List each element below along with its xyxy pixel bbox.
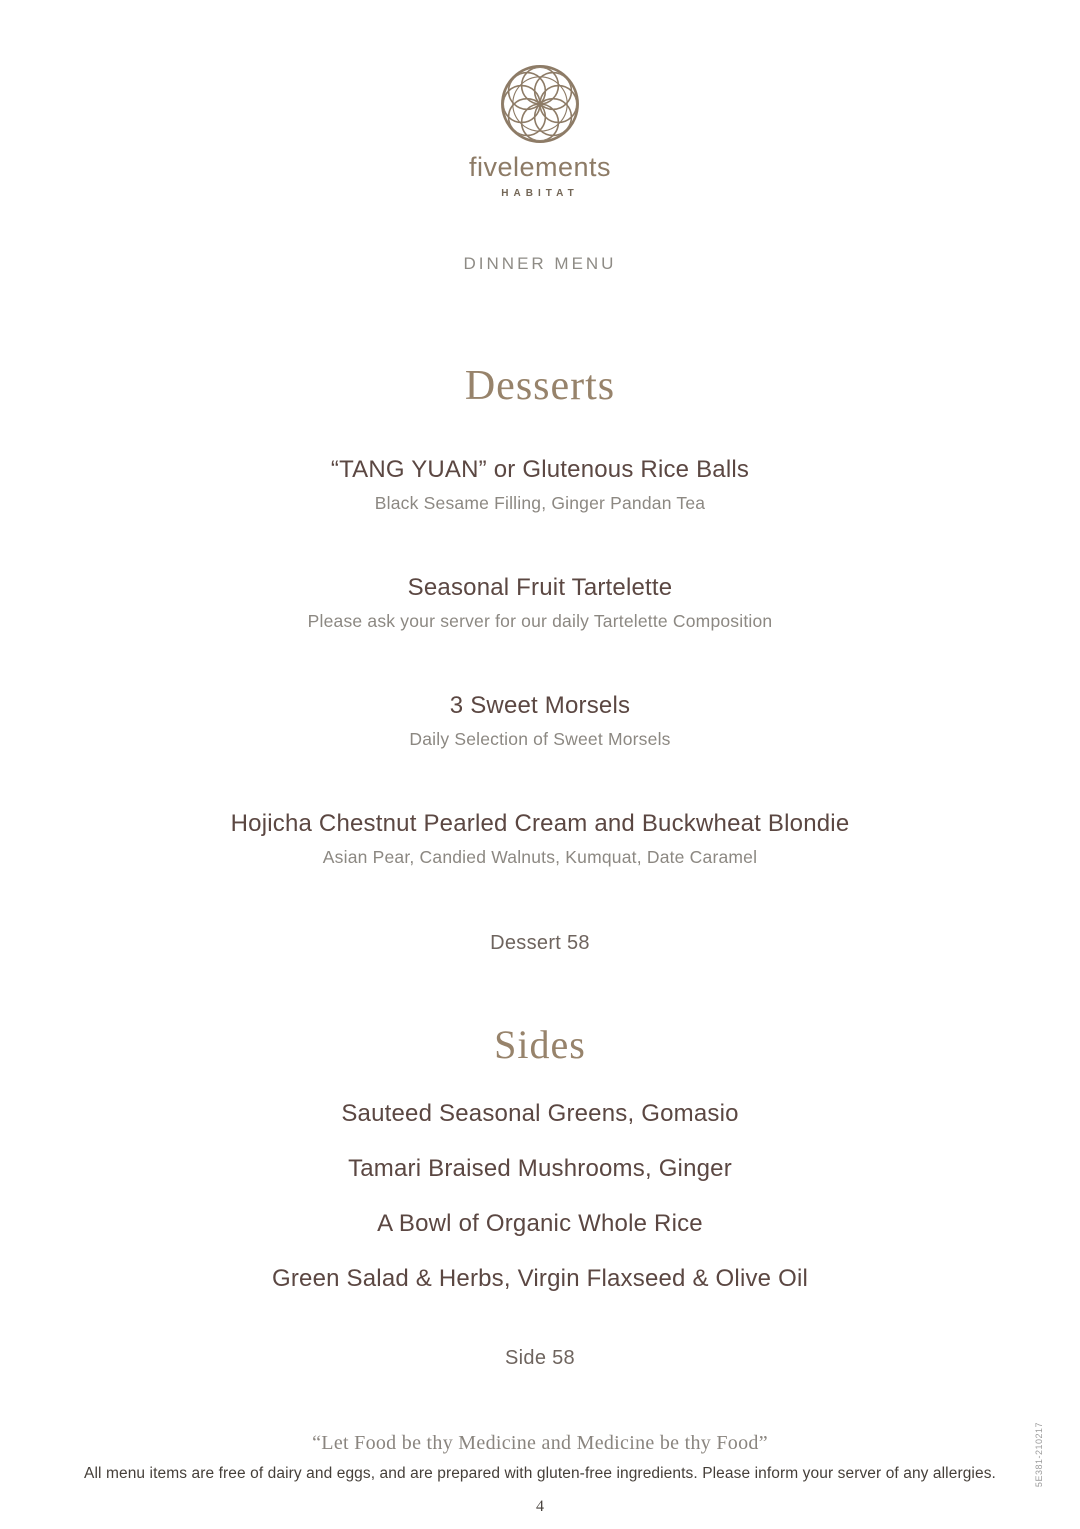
side-item-greens: Sauteed Seasonal Greens, Gomasio	[341, 1100, 739, 1127]
brand-wordmark: fivelements	[468, 152, 612, 182]
menu-item-fruit-tartelette	[0, 574, 1080, 632]
side-item-rice: A Bowl of Organic Whole Rice	[377, 1210, 703, 1237]
item-description: Daily Selection of Sweet Morsels	[409, 729, 671, 749]
sides-price-note: Side 58	[505, 1347, 575, 1369]
brand-tagline: HABITAT	[501, 188, 579, 199]
fivelements-mandala-logo-icon	[500, 64, 580, 144]
menu-item-sweet-morsels	[0, 692, 1080, 750]
item-description: Black Sesame Filling, Ginger Pandan Tea	[374, 493, 706, 513]
item-description: Please ask your server for our daily Tartelette Composition	[307, 611, 773, 631]
page-number: 4	[536, 1498, 544, 1515]
side-item-mushrooms: Tamari Braised Mushrooms, Ginger	[348, 1155, 732, 1182]
menu-item-hojicha-blondie	[0, 810, 1080, 868]
section-desserts	[0, 362, 1080, 955]
menu-type-label: DINNER MENU	[463, 254, 617, 273]
section-title-sides: Sides	[494, 1022, 586, 1067]
logo-wrap	[0, 64, 1080, 144]
item-name: Seasonal Fruit Tartelette	[407, 574, 673, 601]
item-name: Hojicha Chestnut Pearled Cream and Buckwheat Blondie	[230, 810, 850, 837]
print-code: 5E381-210217	[1034, 1421, 1044, 1487]
desserts-price-note: Dessert 58	[490, 932, 590, 954]
item-name: “TANG YUAN” or Glutenous Rice Balls	[330, 456, 750, 483]
footer-allergy-note: All menu items are free of dairy and eggs, and are prepared with gluten-free ingredients. Please inform your server of any allergies.	[84, 1465, 996, 1482]
section-title-desserts: Desserts	[464, 363, 616, 409]
footer-quote: “Let Food be thy Medicine and Medicine be thy Food”	[312, 1432, 768, 1454]
menu-item-tang-yuan	[0, 456, 1080, 514]
item-name: 3 Sweet Morsels	[449, 692, 631, 719]
item-description: Asian Pear, Candied Walnuts, Kumquat, Date Caramel	[322, 847, 758, 867]
brand-header	[0, 0, 1080, 274]
section-sides	[0, 1021, 1080, 1370]
side-item-salad: Green Salad & Herbs, Virgin Flaxseed & Olive Oil	[271, 1265, 809, 1292]
